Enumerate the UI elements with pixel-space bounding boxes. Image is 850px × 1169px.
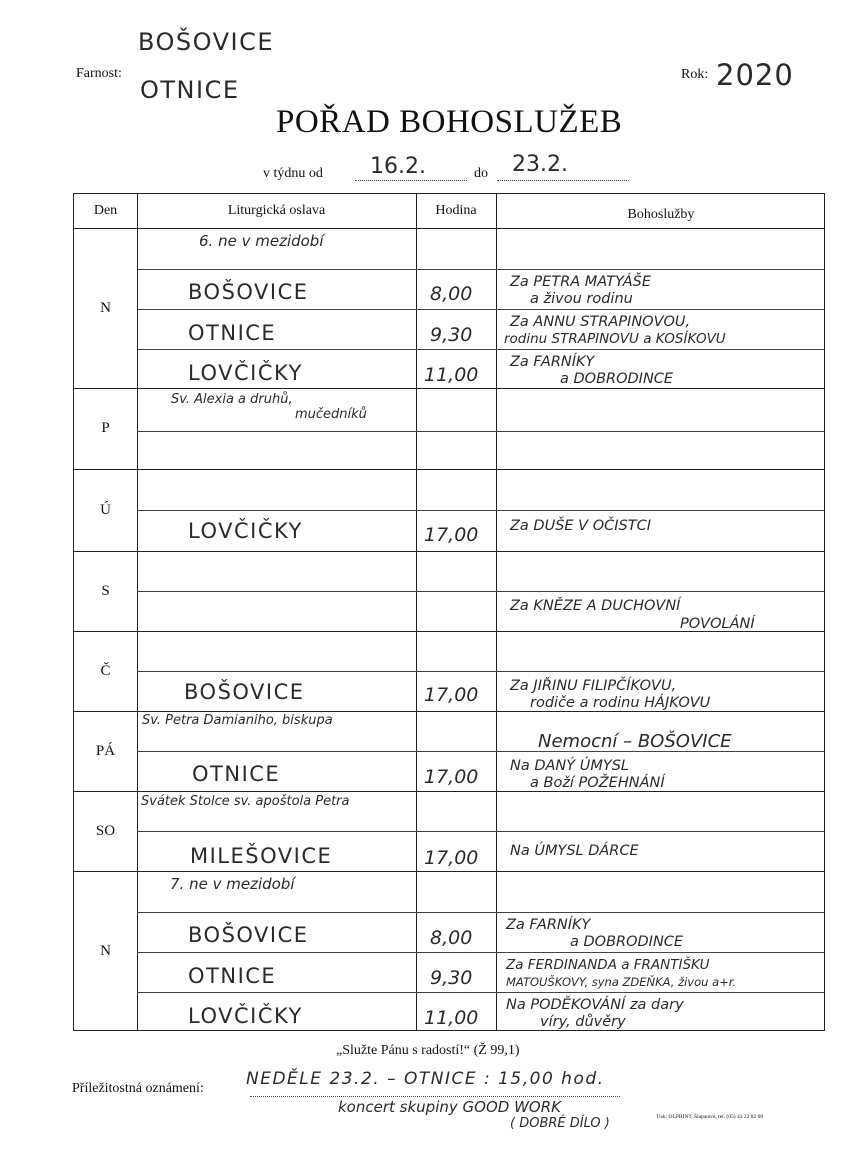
row-divider (74, 228, 824, 229)
mass-intention: Za DUŠE V OČISTCI (510, 518, 651, 534)
mass-hour: 9,30 (430, 967, 473, 989)
day-label: N (100, 299, 111, 316)
feast-text: 7. ne v mezidobí (170, 875, 295, 893)
feast-text: mučedníků (295, 407, 367, 422)
mass-intention: a DOBRODINCE (560, 371, 674, 387)
mass-hour: 8,00 (430, 283, 473, 305)
place-name: LOVČIČKY (188, 1004, 303, 1028)
place-name: LOVČIČKY (188, 519, 303, 543)
mass-intention: Za FARNÍKY (506, 917, 591, 933)
col-divider (416, 194, 417, 1030)
mass-intention: Za JIŘINU FILIPČÍKOVU, (510, 678, 677, 694)
day-divider (74, 711, 824, 712)
col-header-den: Den (93, 203, 118, 218)
day-label: Č (100, 662, 111, 679)
mass-hour: 8,00 (430, 927, 473, 949)
col-header-hodina: Hodina (435, 203, 477, 218)
mass-hour: 17,00 (424, 766, 479, 788)
week-to-label: do (474, 166, 488, 181)
announce-label: Příležitostná oznámení: (72, 1081, 204, 1096)
col-divider (137, 194, 138, 1030)
mass-intention: rodiče a rodinu HÁJKOVU (530, 695, 711, 711)
place-name: BOŠOVICE (184, 680, 305, 704)
col-divider (496, 194, 497, 1030)
mass-intention: POVOLÁNÍ (680, 616, 755, 632)
day-divider (74, 551, 824, 552)
mass-intention: a DOBRODINCE (570, 934, 684, 950)
farnost-value-2: OTNICE (140, 76, 240, 104)
place-name: OTNICE (188, 964, 277, 988)
day-divider (74, 871, 824, 872)
day-label: P (101, 420, 110, 436)
mass-intention: a Boží POŽEHNÁNÍ (530, 775, 665, 791)
feast-text: Sv. Petra Damianiho, biskupa (142, 713, 333, 728)
day-label: S (101, 582, 110, 599)
week-from-value: 16.2. (370, 154, 426, 179)
mass-intention: víry, důvěry (540, 1014, 626, 1030)
day-label: PÁ (95, 742, 116, 759)
mass-hour: 9,30 (430, 324, 473, 346)
mass-intention: Na PODĚKOVÁNÍ za dary (506, 997, 684, 1013)
mass-intention: Na DANÝ ÚMYSL (510, 758, 630, 774)
feast-text: 6. ne v mezidobí (199, 232, 324, 250)
place-name: LOVČIČKY (188, 361, 303, 385)
day-label: N (100, 942, 111, 959)
feast-text: Sv. Alexia a druhů, (171, 392, 293, 407)
mass-intention: Na ÚMYSL DÁRCE (510, 843, 639, 859)
day-divider (74, 791, 824, 792)
col-header-oslava: Liturgická oslava (227, 203, 326, 218)
rok-value: 2020 (716, 58, 794, 92)
mass-intention: Za FERDINANDA a FRANTIŠKU (506, 957, 710, 973)
sick-visit-note: Nemocní – BOŠOVICE (538, 731, 732, 752)
mass-intention: Za ANNU STRAPINOVOU, (510, 314, 691, 330)
mass-hour: 17,00 (424, 524, 479, 546)
announce-line: koncert skupiny GOOD WORK (338, 1098, 561, 1116)
place-name: BOŠOVICE (188, 923, 309, 947)
week-to-value: 23.2. (512, 152, 568, 177)
motto: „Služte Pánu s radostí!“ (Ž 99,1) (336, 1043, 520, 1058)
mass-hour: 11,00 (424, 364, 479, 386)
mass-intention: Za KNĚZE A DUCHOVNÍ (510, 598, 681, 614)
mass-intention: Za PETRA MATYÁŠE (510, 274, 652, 290)
farnost-label: Farnost: (76, 66, 122, 81)
mass-hour: 11,00 (424, 1007, 479, 1029)
week-from-label: v týdnu od (263, 166, 323, 181)
day-label: Ú (100, 501, 111, 518)
mass-hour: 17,00 (424, 684, 479, 706)
farnost-value-1: BOŠOVICE (138, 28, 275, 56)
mass-hour: 17,00 (424, 847, 479, 869)
mass-intention: MATOUŠKOVY, syna ZDEŇKA, živou a+r. (506, 975, 737, 989)
day-divider (74, 469, 824, 470)
announce-line: NEDĚLE 23.2. – OTNICE : 15,00 hod. (246, 1069, 605, 1089)
place-name: OTNICE (188, 321, 277, 345)
place-name: BOŠOVICE (188, 280, 309, 304)
rok-label: Rok: (681, 67, 709, 82)
day-divider (74, 388, 824, 389)
mass-intention: Za FARNÍKY (510, 354, 595, 370)
printer-note: Tisk: OLPRINT, Šlapanice, tel. (05) 43 22 82 08 (656, 1114, 764, 1120)
mass-intention: a živou rodinu (530, 291, 633, 307)
place-name: MILEŠOVICE (190, 844, 333, 868)
schedule-table (73, 193, 825, 1031)
place-name: OTNICE (192, 762, 281, 786)
feast-text: Svátek Stolce sv. apoštola Petra (141, 794, 350, 809)
page-title: POŘAD BOHOSLUŽEB (276, 104, 623, 140)
day-label: SO (95, 822, 116, 839)
mass-intention: rodinu STRAPINOVU a KOSÍKOVU (504, 331, 726, 347)
announce-line: ( DOBRÉ DÍLO ) (510, 1116, 610, 1131)
col-header-bohosluzby: Bohoslužby (627, 207, 695, 222)
